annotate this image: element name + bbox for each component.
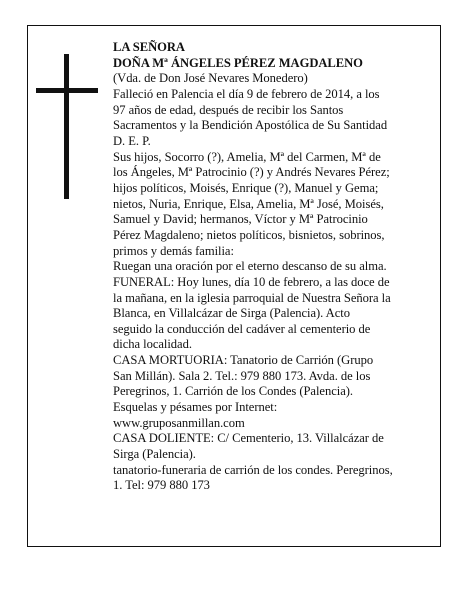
funeral-home: CASA MORTUORIA: Tanatorio de Carrión (Grupo San Millán). Sala 2. Tel.: 979 880 173. Avda. de los Peregrinos, 1. Carrión de los Condes (Palencia). [113,353,374,399]
cross-horizontal-bar [36,88,98,93]
rip-line: D. E. P. [113,133,151,148]
prayer-request: Ruegan una oración por el eterno descanso de su alma. [113,259,387,274]
funeral-details: FUNERAL: Hoy lunes, día 10 de febrero, a las doce de la mañana, en la iglesia parroquial de Nuestra Señora la Blanca, en Villalcázar de Sirga (Palencia). Acto seguido la conducción del cadáver al cementerio de dicha localidad. [113,274,391,352]
footer-contact: tanatorio-funeraria de carrión de los condes. Peregrinos, 1. Tel: 979 880 173 [113,462,393,493]
online-condolences: Esquelas y pésames por Internet: www.gruposanmillan.com [113,400,278,430]
widow-line: (Vda. de Don José Nevares Monedero) [113,71,308,86]
obituary-text [113,40,429,494]
mourning-house: CASA DOLIENTE: C/ Cementerio, 13. Villalcázar de Sirga (Palencia). [113,431,384,462]
death-notice: Falleció en Palencia el día 9 de febrero de 2014, a los 97 años de edad, después de recibir los Santos Sacramentos y la Bendición Apostólica de Su Santidad [113,86,388,133]
cross-icon [36,54,98,199]
title-line: LA SEÑORA [113,40,185,54]
deceased-name: DOÑA Mª ÁNGELES PÉREZ MAGDALENO [113,55,363,70]
family-paragraph: Sus hijos, Socorro (?), Amelia, Mª del Carmen, Mª de los Ángeles, Mª Patrocinio (?) y Andrés Nevares Pérez; hijos políticos, Moisés, Enrique (?), Manuel y Gema; nietos, Nuria, Enrique, Elsa, Amelia, Mª José, Moisés, Samuel y David; hermanos, Víctor y Mª Patrocinio Pérez Magdaleno; nietos políticos, bisnietos, sobrinos, primos y demás familia: [113,149,390,258]
cross-vertical-bar [64,54,69,199]
